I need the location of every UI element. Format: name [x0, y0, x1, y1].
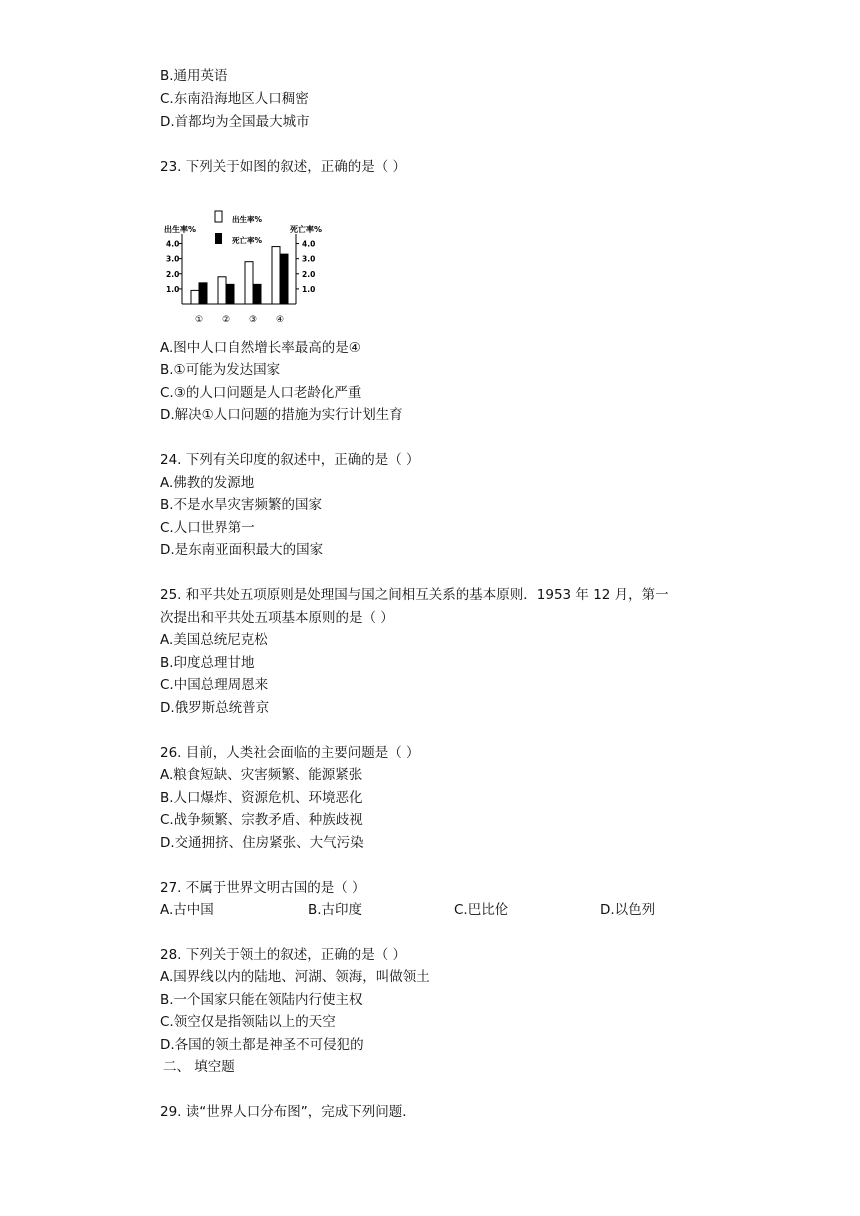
- question-24: 24. 下列有关印度的叙述中，正确的是（ ）: [160, 452, 420, 468]
- right-tick-label: 4.0: [302, 239, 316, 249]
- option-b: B.①可能为发达国家: [160, 362, 281, 378]
- option-c: C.③的人口问题是人口老龄化严重: [160, 385, 362, 401]
- legend-birth-swatch: [215, 211, 222, 222]
- chart-categories: [195, 315, 284, 325]
- category-label: ③: [248, 315, 258, 325]
- right-tick-label: 1.0: [302, 284, 316, 294]
- option-a: A.古中国: [160, 902, 214, 918]
- legend-death-label: 死亡率%: [232, 236, 263, 245]
- right-tick-label: 2.0: [302, 269, 316, 279]
- left-tick-label: 3.0: [166, 254, 180, 264]
- option-a: A.国界线以内的陆地、河湖、领海，叫做领土: [160, 969, 430, 985]
- option-d: D.以色列: [600, 902, 656, 918]
- question-29: 29. 读“世界人口分布图”，完成下列问题．: [160, 1104, 416, 1120]
- chart-bars: [191, 247, 288, 304]
- death-rate-bar: [280, 254, 288, 304]
- option-c: C.中国总理周恩来: [160, 677, 269, 693]
- option-b: B.古印度: [308, 902, 363, 918]
- option-b: B.一个国家只能在领陆内行使主权: [160, 992, 363, 1008]
- option-a: A.图中人口自然增长率最高的是④: [160, 340, 361, 356]
- birth-rate-bar: [272, 247, 280, 304]
- death-rate-bar: [226, 284, 234, 304]
- text-line: C.东南沿海地区人口稠密: [160, 91, 309, 107]
- option-a: A.美国总统尼克松: [160, 632, 268, 648]
- question-26: 26. 目前，人类社会面临的主要问题是（ ）: [160, 745, 420, 761]
- birth-rate-bar: [218, 277, 226, 304]
- option-b: B.不是水旱灾害频繁的国家: [160, 497, 323, 513]
- category-label: ④: [275, 315, 285, 325]
- legend-birth-label: 出生率%: [232, 215, 263, 224]
- birth-rate-bar: [245, 262, 253, 304]
- section-heading: 二、 填空题: [163, 1059, 235, 1075]
- left-tick-label: 4.0: [166, 239, 180, 249]
- option-b: B.人口爆炸、资源危机、环境恶化: [160, 790, 363, 806]
- left-tick-label: 2.0: [166, 269, 180, 279]
- legend-death-swatch: [215, 233, 222, 244]
- right-tick-label: 3.0: [302, 254, 316, 264]
- option-a: A.佛教的发源地: [160, 475, 255, 491]
- option-b: B.印度总理甘地: [160, 655, 255, 671]
- option-d: D.交通拥挤、住房紧张、大气污染: [160, 835, 364, 851]
- option-a: A.粮食短缺、灾害频繁、能源紧张: [160, 767, 363, 783]
- text-line: D.首都均为全国最大城市: [160, 114, 310, 130]
- option-d: D.俄罗斯总统普京: [160, 700, 270, 716]
- question-27: 27. 不属于世界文明古国的是（ ）: [160, 880, 366, 896]
- birth-death-rate-chart: [160, 206, 340, 328]
- option-c: C.人口世界第一: [160, 520, 255, 536]
- text-line: B.通用英语: [160, 68, 228, 84]
- option-d: D.各国的领土都是神圣不可侵犯的: [160, 1037, 364, 1053]
- question-25-cont: 次提出和平共处五项基本原则的是（ ）: [160, 610, 394, 626]
- death-rate-bar: [199, 283, 207, 304]
- death-rate-bar: [253, 284, 261, 304]
- question-25: 25. 和平共处五项原则是处理国与国之间相互关系的基本原则．1953 年 12 月，第一: [160, 587, 669, 603]
- category-label: ①: [194, 315, 204, 325]
- birth-rate-bar: [191, 290, 199, 304]
- option-c: C.战争频繁、宗教矛盾、种族歧视: [160, 812, 363, 828]
- left-tick-label: 1.0: [166, 284, 180, 294]
- option-c: C.领空仅是指领陆以上的天空: [160, 1014, 336, 1030]
- question-28: 28. 下列关于领土的叙述，正确的是（ ）: [160, 947, 407, 963]
- question-23: 23. 下列关于如图的叙述，正确的是（ ）: [160, 159, 407, 175]
- category-label: ②: [221, 315, 231, 325]
- option-c: C.巴比伦: [454, 902, 509, 918]
- option-d: D.解决①人口问题的措施为实行计划生育: [160, 407, 403, 423]
- option-d: D.是东南亚面积最大的国家: [160, 542, 324, 558]
- right-axis-label: 死亡率%: [290, 225, 323, 234]
- left-axis-label: 出生率%: [164, 225, 197, 234]
- chart-ticks: [166, 240, 315, 294]
